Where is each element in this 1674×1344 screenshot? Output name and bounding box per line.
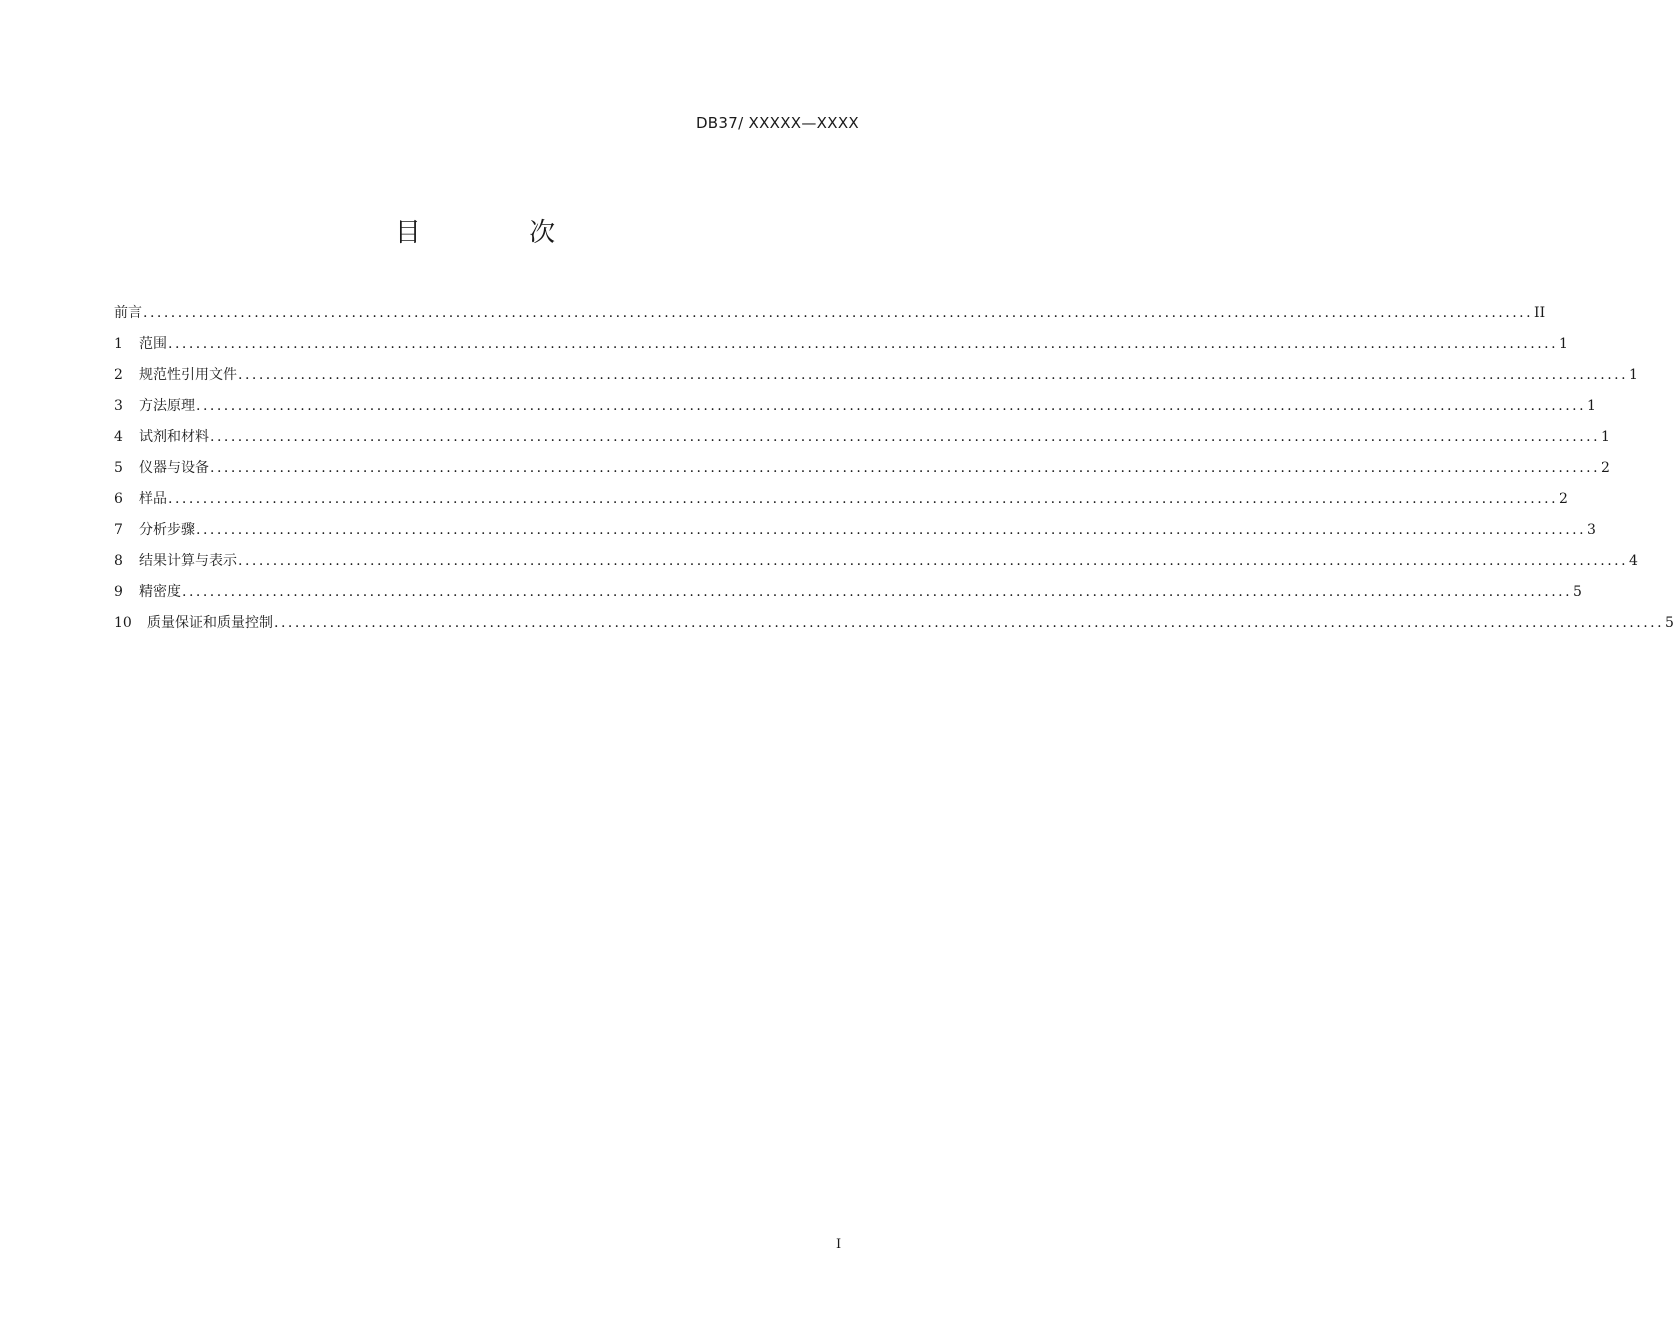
toc-entry-page: 2 [1559,491,1568,507]
toc-entry-number: 7 [114,522,123,538]
toc-entry-samples[interactable] [114,488,1568,519]
toc-entry-page: 1 [1601,429,1610,445]
toc-entry-number: 10 [114,615,132,631]
toc-entry-page: 1 [1559,336,1568,352]
toc-entry-page: 3 [1587,522,1596,538]
toc-entry-instruments-equipment[interactable] [114,457,1610,488]
toc-entry-method-principle[interactable] [114,395,1596,426]
toc-entry-page: 1 [1587,398,1596,414]
table-of-contents [114,302,1674,643]
toc-entry-result-calculation[interactable] [114,550,1638,581]
toc-leader-dots: ........................................................................................................................................................................................................ [196,398,1587,414]
toc-entry-page: 5 [1573,584,1582,600]
toc-leader-dots: ........................................................................................................................................................................................................ [196,522,1587,538]
toc-entry-number: 3 [114,398,123,414]
toc-entry-title: 分析步骤 [139,522,195,538]
toc-title: 目 次 [394,218,606,248]
toc-entry-foreword[interactable] [114,302,1546,333]
document-code: DB37/ XXXXX—XXXX [695,114,859,132]
toc-entry-title: 质量保证和质量控制 [147,615,273,631]
toc-entry-precision[interactable] [114,581,1582,612]
toc-entry-title: 前言 [114,305,142,321]
toc-leader-dots: ........................................................................................................................................................................................................ [274,615,1665,631]
toc-entry-title: 精密度 [139,584,181,600]
toc-entry-page: 2 [1601,460,1610,476]
toc-leader-dots: ........................................................................................................................................................................................................ [182,584,1573,600]
page-number: I [836,1237,842,1252]
toc-entry-number: 2 [114,367,123,383]
toc-entry-title: 方法原理 [139,398,195,414]
toc-entry-scope[interactable] [114,333,1568,364]
toc-leader-dots: ........................................................................................................................................................................................................ [168,491,1559,507]
toc-entry-number: 4 [114,429,123,445]
toc-entry-number: 9 [114,584,123,600]
toc-leader-dots: ........................................................................................................................................................................................................ [210,460,1601,476]
toc-entry-analysis-steps[interactable] [114,519,1596,550]
toc-leader-dots: ........................................................................................................................................................................................................ [238,367,1629,383]
toc-leader-dots: ........................................................................................................................................................................................................ [238,553,1629,569]
toc-entry-title: 规范性引用文件 [139,367,237,383]
toc-leader-dots: ........................................................................................................................................................................................................ [143,305,1534,321]
toc-entry-title: 试剂和材料 [139,429,209,445]
toc-entry-reagents-materials[interactable] [114,426,1610,457]
toc-entry-title: 样品 [139,491,167,507]
toc-entry-page: 4 [1629,553,1638,569]
toc-entry-page: II [1534,305,1546,321]
toc-entry-number: 8 [114,553,123,569]
toc-entry-title: 仪器与设备 [139,460,209,476]
toc-leader-dots: ........................................................................................................................................................................................................ [210,429,1601,445]
toc-entry-page: 1 [1629,367,1638,383]
toc-entry-normative-references[interactable] [114,364,1638,395]
toc-leader-dots: ........................................................................................................................................................................................................ [168,336,1559,352]
toc-entry-number: 6 [114,491,123,507]
toc-entry-number: 5 [114,460,123,476]
toc-entry-title: 结果计算与表示 [139,553,237,569]
toc-entry-number: 1 [114,336,123,352]
toc-entry-title: 范围 [139,336,167,352]
toc-entry-quality-assurance[interactable] [114,612,1674,643]
toc-entry-page: 5 [1665,615,1674,631]
